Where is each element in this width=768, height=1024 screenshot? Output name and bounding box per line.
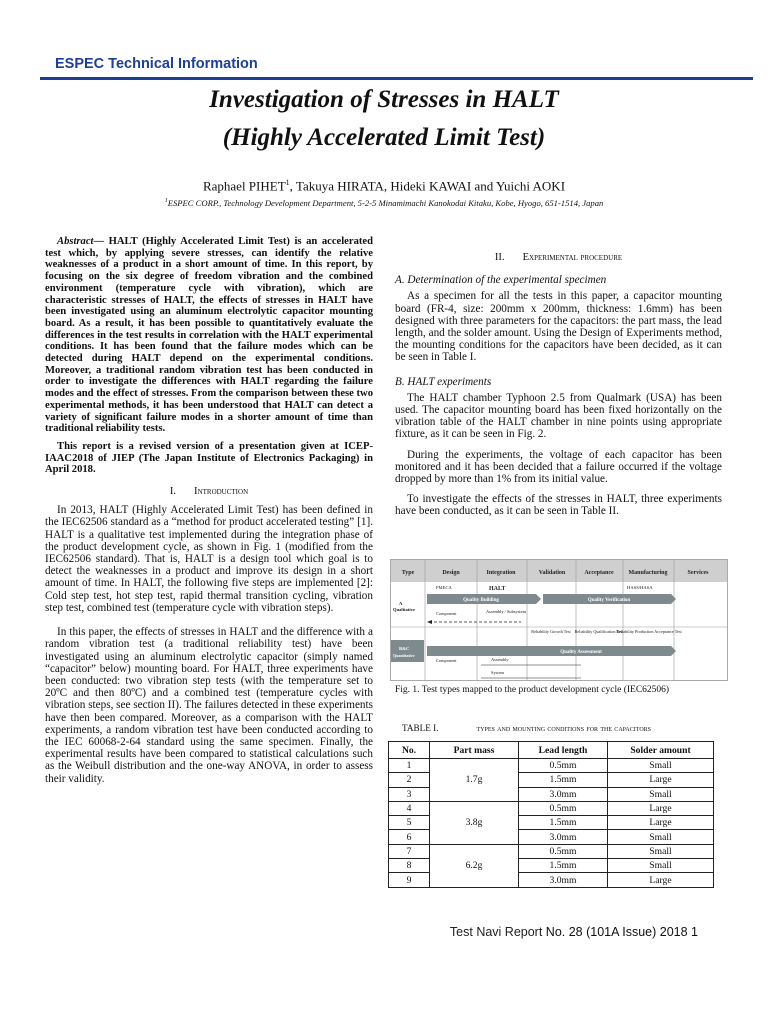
cell-solder: Large: [608, 816, 714, 830]
col-solder-amount: Solder amount: [608, 742, 714, 759]
paragraph-b2: During the experiments, the voltage of each capacitor has been monitored and it has been decided that a failure occurred if the voltage dropped by more than 1% from its initial value.: [395, 448, 722, 486]
title-line-1: Investigation of Stresses in HALT: [209, 86, 559, 113]
fig-hdr-services: Services: [687, 570, 709, 576]
cell-no: 5: [389, 816, 430, 830]
fig-dashed-arrowhead: [427, 620, 432, 624]
paragraph-b1: The HALT chamber Typhoon 2.5 from Qualmark (USA) has been used. The capacitor mounting board has been fixed horizontally on the vibration table of the HALT chamber in nine points using appropriate fixture, as it can be seen in Fig. 2.: [395, 391, 722, 441]
cell-no: 6: [389, 830, 430, 844]
fig-component-2: Component: [436, 658, 457, 663]
fig-rel-growth: Reliability Growth Test: [531, 629, 571, 634]
intro-title: Introduction: [194, 486, 249, 498]
affil-sup: 1: [164, 198, 168, 205]
cell-no: 2: [389, 773, 430, 787]
footer: [450, 925, 698, 939]
cell-lead: 0.5mm: [519, 801, 608, 815]
cell-no: 8: [389, 859, 430, 873]
cell-solder: Small: [608, 759, 714, 773]
header-rule: [40, 77, 753, 80]
footer-issue: No. 28 (101A Issue) 2018 1: [542, 925, 698, 939]
cell-mass: 3.8g: [430, 801, 519, 844]
abstract-text: HALT (Highly Accelerated Limit Test) is an accelerated test which, by applying severe stresses, can identify the relative weaknesses of a product in a short amount of time. In this report, by focusing on the six degree of freedom vibration and the combined environment (temperature cycle with vibration), which are characteristic stresses of HALT, the effects of stresses in HALT have been investigated using an aluminum electrolytic capacitor mounting board. As a result, it has been possible to quantitatively evaluate the differences in the test results in correlation with the HALT experimental conditions. It has been found that the failure modes which can be detected during HALT depend on the experimental conditions. Moreover, a traditional random vibration test has been conducted in order to investigate the differences with HALT regarding the failure modes and the effect of stresses. From the comparison between these two experimental methods, it has been understood that HALT can detect a variety of significant failure modes in a shorter amount of time than traditional reliability tests.: [45, 236, 373, 435]
affil-text: ESPEC CORP., Technology Development Department, 5-2-5 Minamimachi Kanokodai Kitaku, Kobe, Hyogo, 651-1514, Japan: [167, 198, 604, 208]
table-row: [389, 844, 714, 858]
table-header-row: [389, 742, 714, 759]
intro-paragraph-1: In 2013, HALT (Highly Accelerated Limit Test) has been defined in the IEC62506 standard as a “method for product accelerated testing” [1]. HALT is a qualitative test implemented during the integration phase of the product development cycle, as shown in Fig. 1 (modified from the IEC62506 standard). That is, HALT is a design tool which goal is to detect the weaknesses in a product and improve its design in a short amount of time. In HALT, the following five steps are implemented [2]: Cold step test, hot step test, rapid thermal transition cycling, vibration step test, combined test (temperature cycle with vibration steps).: [45, 504, 373, 614]
cell-lead: 0.5mm: [519, 844, 608, 858]
intro-paragraph-2: In this paper, the effects of stresses in HALT and the difference with a random vibration test (a traditional reliability test) have been investigated using an aluminum electrolytic capacitor (simply named “capacitor” below) mounting board. For HALT, three experiments have been conducted: two vibration step tests (with the temperature set to 20ºC and then 80ºC) and a combined test (temperature cycles with vibration steps, see section II). The failures detected in these experiments have then been compared. Moreover, as a comparison with the HALT experiments, a random vibration test have been conducted according to the IEC 60068-2-64 standard using the same specimen. Finally, the experimental results have been compared to statistical calculations such as the Weibull distribution and the one-way ANOVA, in order to assess their validity.: [45, 626, 373, 785]
fig-assembly: Assembly: [491, 657, 509, 662]
fig-quality-verification: Quality Verification: [587, 598, 631, 603]
cell-solder: Small: [608, 859, 714, 873]
cell-no: 9: [389, 873, 430, 887]
cell-mass: 1.7g: [430, 759, 519, 802]
fig-quant-bc: B&C: [399, 646, 410, 651]
fig-qual-a: A: [399, 601, 403, 606]
subsection-a: A. Determination of the experimental specimen: [395, 274, 607, 287]
intro-heading: [45, 486, 373, 498]
paragraph-a: As a specimen for all the tests in this paper, a capacitor mounting board (FR-4, size: 200mm x 200mm, thickness: 1.6mm) has been designed with three parameters for the capacitors: the part mass, the lead length, and the solder amount. Using the Design of Experiments method, the mounting conditions for the capacitors have been decided, as it can be seen in Table I.: [395, 290, 722, 364]
fig-component: Component: [436, 611, 457, 616]
fig-hdr-manufacturing: Manufacturing: [628, 570, 668, 576]
cell-solder: Large: [608, 773, 714, 787]
table-1-caption: [402, 723, 722, 733]
author-rest: , Takuya HIRATA, Hideki KAWAI and Yuichi AOKI: [289, 178, 566, 194]
cell-solder: Small: [608, 830, 714, 844]
cell-lead: 1.5mm: [519, 816, 608, 830]
table-row: [389, 759, 714, 773]
table-1-label: TABLE I.: [402, 723, 439, 733]
col-part-mass: Part mass: [430, 742, 519, 759]
fig-fmeca: FMECA: [436, 585, 452, 590]
cell-solder: Large: [608, 801, 714, 815]
fig-rel-prod: Reliability Production Acceptance Test: [616, 629, 682, 634]
fig-hdr-integration: Integration: [486, 570, 516, 576]
col-no: No.: [389, 742, 430, 759]
fig-hdr-acceptance: Acceptance: [584, 570, 614, 576]
subsection-b: B. HALT experiments: [395, 375, 492, 388]
author-first: Raphael PIHET: [202, 178, 286, 194]
cell-solder: Small: [608, 787, 714, 801]
fig-system: System: [491, 670, 504, 675]
fig-hdr-design: Design: [442, 570, 460, 576]
cell-mass: 6.2g: [430, 844, 519, 887]
fig-halt: HALT: [489, 586, 506, 592]
fig-qualitative: Qualitative: [393, 607, 415, 612]
cell-lead: 3.0mm: [519, 873, 608, 887]
cell-no: 3: [389, 787, 430, 801]
fig-hdr-type: Type: [401, 570, 415, 576]
abstract-note: This report is a revised version of a presentation given at ICEP-IAAC2018 of JIEP (The Japan Institute of Electronics Packaging) in April 2018.: [45, 440, 373, 476]
experimental-heading: [395, 252, 722, 264]
figure-1-caption: Fig. 1. Test types mapped to the product development cycle (IEC62506): [395, 685, 670, 695]
abstract-label: Abstract: [57, 236, 94, 247]
table-1-title: types and mounting conditions for the capacitors: [476, 723, 651, 733]
intro-num: I.: [169, 486, 177, 498]
left-column: [45, 236, 373, 791]
fig-hass: HASS/HASA: [627, 585, 653, 590]
title-line-2: (Highly Accelerated Limit Test): [222, 124, 546, 151]
figure-1: [390, 559, 728, 681]
right-column: [395, 244, 722, 524]
cell-solder: Large: [608, 873, 714, 887]
cell-solder: Small: [608, 844, 714, 858]
exp-title: Experimental procedure: [522, 252, 623, 263]
abstract-dash: —: [93, 236, 109, 247]
table-1: [388, 741, 714, 888]
cell-no: 7: [389, 844, 430, 858]
col-lead-length: Lead length: [519, 742, 608, 759]
affiliation: [0, 198, 768, 208]
fig-assembly-sub: Assembly / Subsystem: [486, 609, 527, 614]
cell-no: 1: [389, 759, 430, 773]
cell-lead: 1.5mm: [519, 773, 608, 787]
author-sup: 1: [285, 178, 290, 187]
abstract: [45, 236, 373, 435]
fig-quantitative: Quantitative: [393, 653, 415, 658]
fig-rel-qual: Reliability Qualification Test: [574, 629, 624, 634]
authors: [0, 178, 768, 194]
paragraph-b3: To investigate the effects of the stresses in HALT, three experiments have been conducted, as it can be seen in Table II.: [395, 493, 722, 518]
fig-quality-assessment-bar: [427, 646, 676, 656]
footer-report: Test Navi Report: [449, 925, 543, 939]
fig-quality-assessment: Quality Assessment: [560, 650, 602, 655]
fig-hdr-validation: Validation: [538, 570, 566, 576]
table-row: [389, 801, 714, 815]
cell-lead: 0.5mm: [519, 759, 608, 773]
cell-lead: 3.0mm: [519, 830, 608, 844]
cell-lead: 1.5mm: [519, 859, 608, 873]
exp-num: II.: [494, 252, 505, 263]
header-brand: ESPEC Technical Information: [55, 56, 258, 72]
figure-1-diagram: [391, 560, 727, 680]
cell-no: 4: [389, 801, 430, 815]
cell-lead: 3.0mm: [519, 787, 608, 801]
fig-quality-building: Quality Building: [463, 598, 499, 603]
